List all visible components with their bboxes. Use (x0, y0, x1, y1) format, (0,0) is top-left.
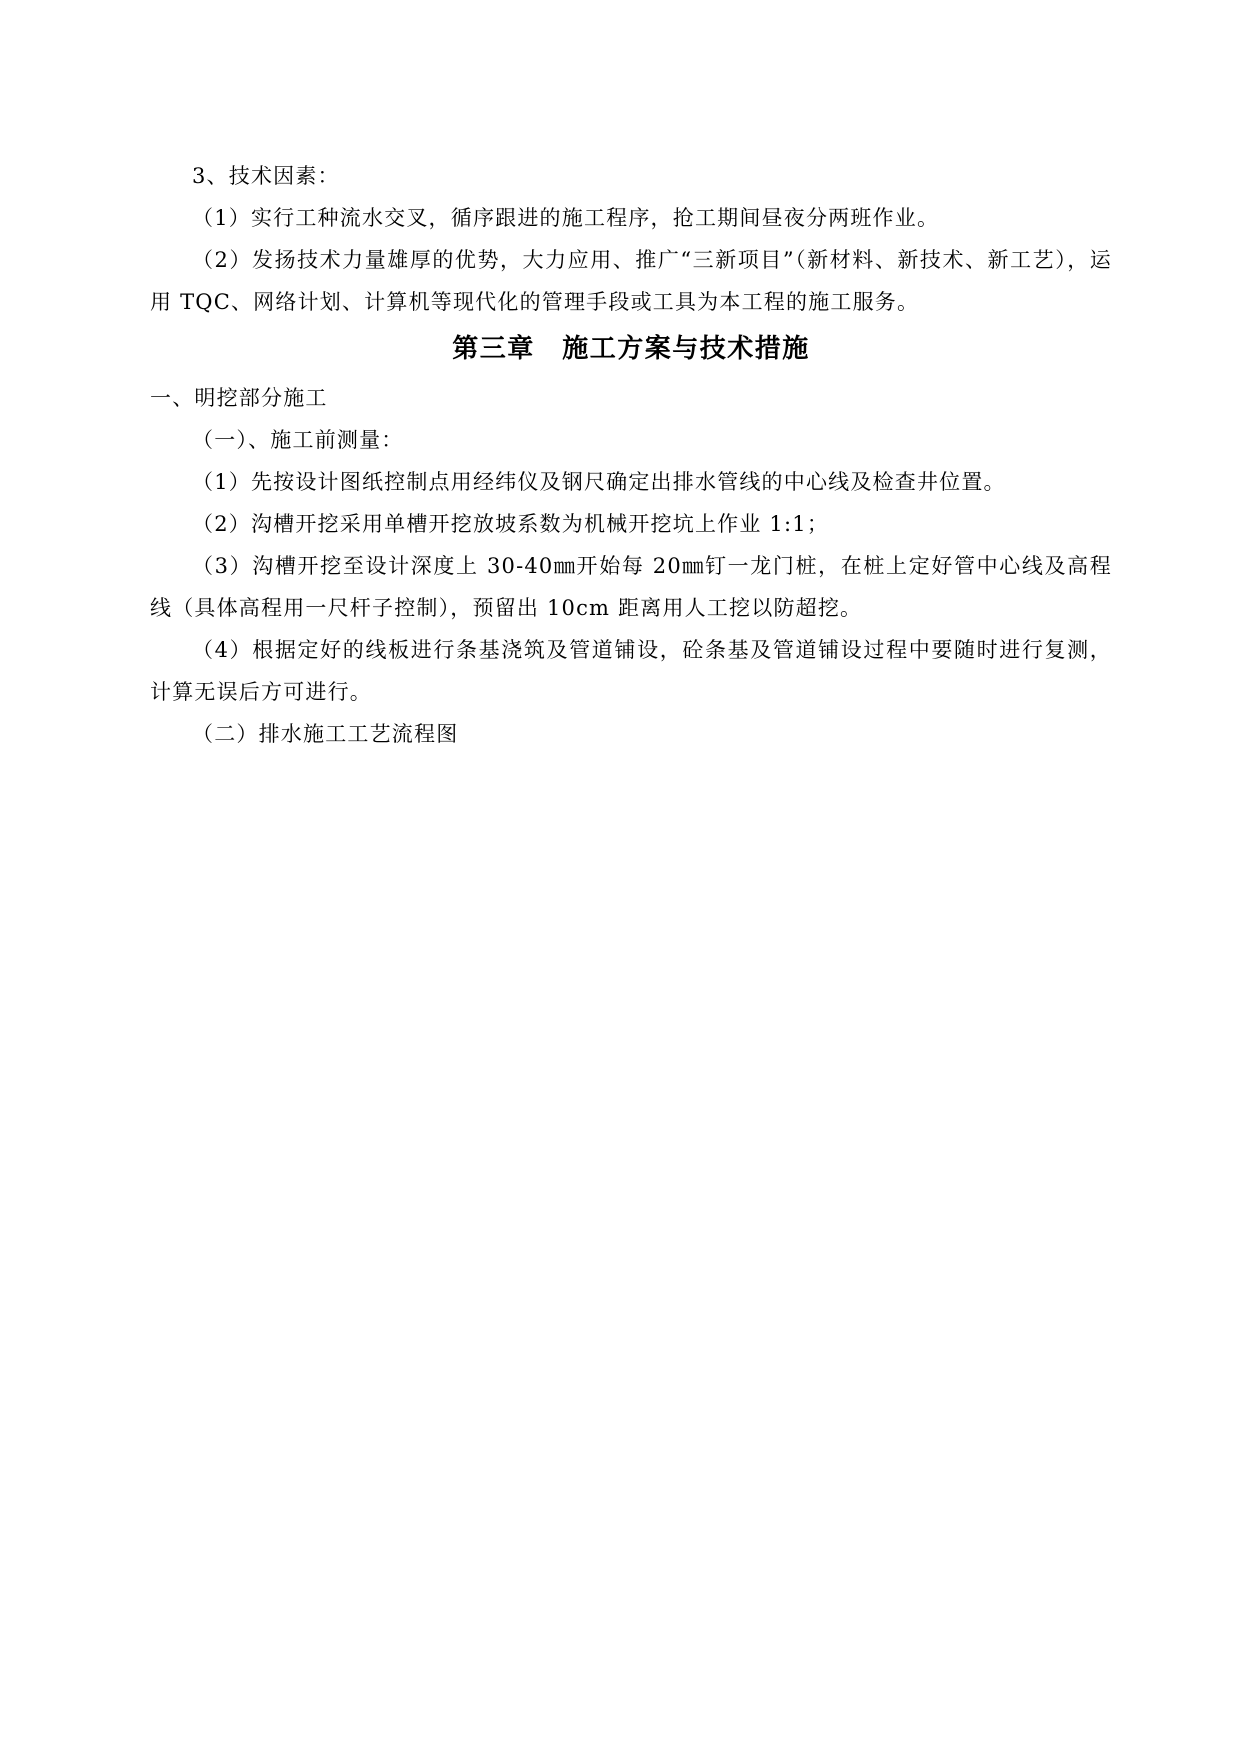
survey-item-3: （3）沟槽开挖至设计深度上 30-40㎜开始每 20㎜钉一龙门桩，在桩上定好管中心线及高程线（具体高程用一尺杆子控制），预留出 10cm 距离用人工挖以防超挖。 (150, 554, 1112, 620)
survey-item-2: （2）沟槽开挖采用单槽开挖放坡系数为机械开挖坑上作业 1:1； (192, 512, 830, 536)
tech-factor-item-1: （1）实行工种流水交叉，循序跟进的施工程序，抢工期间昼夜分两班作业。 (192, 206, 940, 230)
subsection-heading-flowchart: （二）排水施工工艺流程图 (192, 722, 459, 746)
survey-item-1: （1）先按设计图纸控制点用经纬仪及钢尺确定出排水管线的中心线及检查井位置。 (192, 470, 1006, 494)
tech-factors-heading: 3、技术因素： (192, 164, 340, 188)
tech-factor-item-2: （2）发扬技术力量雄厚的优势，大力应用、推广“三新项目”（新材料、新技术、新工艺），运用 TQC、网络计划、计算机等现代化的管理手段或工具为本工程的施工服务。 (150, 248, 1112, 314)
survey-item-4: （4）根据定好的线板进行条基浇筑及管道铺设，砼条基及管道铺设过程中要随时进行复测，计算无误后方可进行。 (150, 638, 1112, 704)
page-content (150, 155, 1112, 755)
chapter-title: 第三章 施工方案与技术措施 (452, 334, 810, 364)
section-heading-open-cut: 一、明挖部分施工 (150, 386, 328, 410)
subsection-heading-survey: （一）、施工前测量： (192, 428, 404, 452)
